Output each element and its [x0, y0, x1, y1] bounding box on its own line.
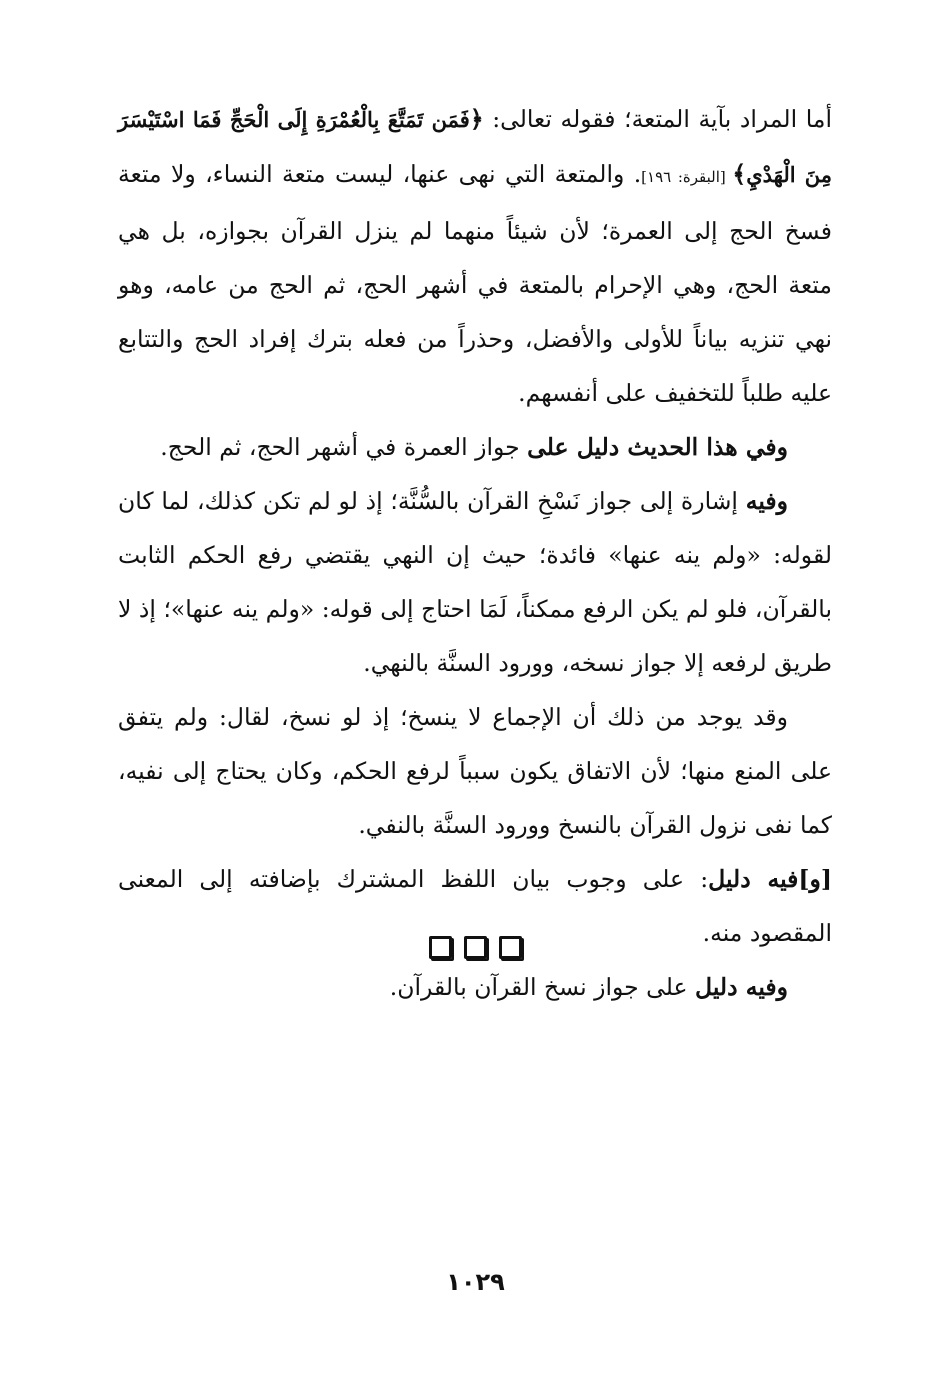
paragraph-body: . والمتعة التي نهى عنها، ليست متعة النساء، ولا متعة فسخ الحج إلى العمرة؛ لأن شيئاً منهما لم ينزل القرآن بجوازه، بل هي متعة الحج، وهي الإحرام بالمتعة في أشهر الحج، ثم الحج من عامه، وهو نهي تنزيه بياناً للأولى والأفضل، وحذراً من فعله بترك إفراد الحج والتتابع عليه طلباً للتخفيف على أنفسهم. — [118, 160, 832, 407]
paragraph-consensus — [118, 690, 832, 852]
paragraph-text: : على وجوب بيان اللفظ المشترك بإضافته إلى المعنى المقصود منه. — [118, 865, 832, 947]
paragraph-text: وقد يوجد من ذلك أن الإجماع لا ينسخ؛ إذ لو نسخ، لقال: ولم يتفق على المنع منها؛ لأن الاتفاق يكون سبباً لرفع الحكم، وكان يحتاج إلى نفيه، كما نفى نزول القرآن بالنسخ وورود السنَّة بالنفي. — [118, 703, 832, 839]
verse-close-bracket: ﴾ — [732, 160, 747, 188]
square-ornament-icon — [464, 936, 487, 959]
section-end-ornament — [0, 936, 951, 963]
paragraph-hadith-evidence — [118, 420, 832, 474]
paragraph-bracket: [و] — [798, 865, 833, 893]
page-body — [118, 92, 832, 1014]
paragraph-intro: أما المراد بآية المتعة؛ فقوله تعالى: — [483, 105, 832, 133]
verse-open-bracket: ﴿ — [469, 105, 484, 133]
page-number: ١٠٢٩ — [446, 1268, 505, 1296]
paragraph-text: إشارة إلى جواز نَسْخِ القرآن بالسُّنَّة؛ إذ لو لم تكن كذلك، لما كان لقوله: «ولم ينه عنها» فائدة؛ حيث إن النهي يقتضي رفع الحكم الثابت بالقرآن، فلو لم يكن الرفع ممكناً، لَمَا احتاج إلى قوله: «ولم ينه عنها»؛ إذ لا طريق لرفعه إلا جواز نسخه، وورود السنَّة بالنهي. — [118, 487, 832, 677]
paragraph-mutah-verse — [118, 92, 832, 420]
verse-reference: [البقرة: ١٩٦] — [641, 168, 733, 186]
paragraph-quran-by-quran — [118, 960, 832, 1014]
square-ornament-icon — [429, 936, 452, 959]
paragraph-lead: وفيه دليل — [695, 973, 788, 1001]
paragraph-lead: وفيه — [745, 487, 788, 515]
square-ornament-icon — [499, 936, 522, 959]
paragraph-text: على جواز نسخ القرآن بالقرآن. — [389, 973, 696, 1001]
paragraph-text: جواز العمرة في أشهر الحج، ثم الحج. — [160, 433, 528, 461]
paragraph-abrogation-sunnah — [118, 474, 832, 690]
quran-verse: فَمَن تَمَتَّعَ بِالْعُمْرَةِ إِلَى الْحَجِّ فَمَا اسْتَيْسَرَ مِنَ الْهَدْيِ — [118, 107, 832, 187]
paragraph-lead: فيه دليل — [708, 865, 799, 893]
paragraph-lead: وفي هذا الحديث دليل على — [527, 433, 788, 461]
